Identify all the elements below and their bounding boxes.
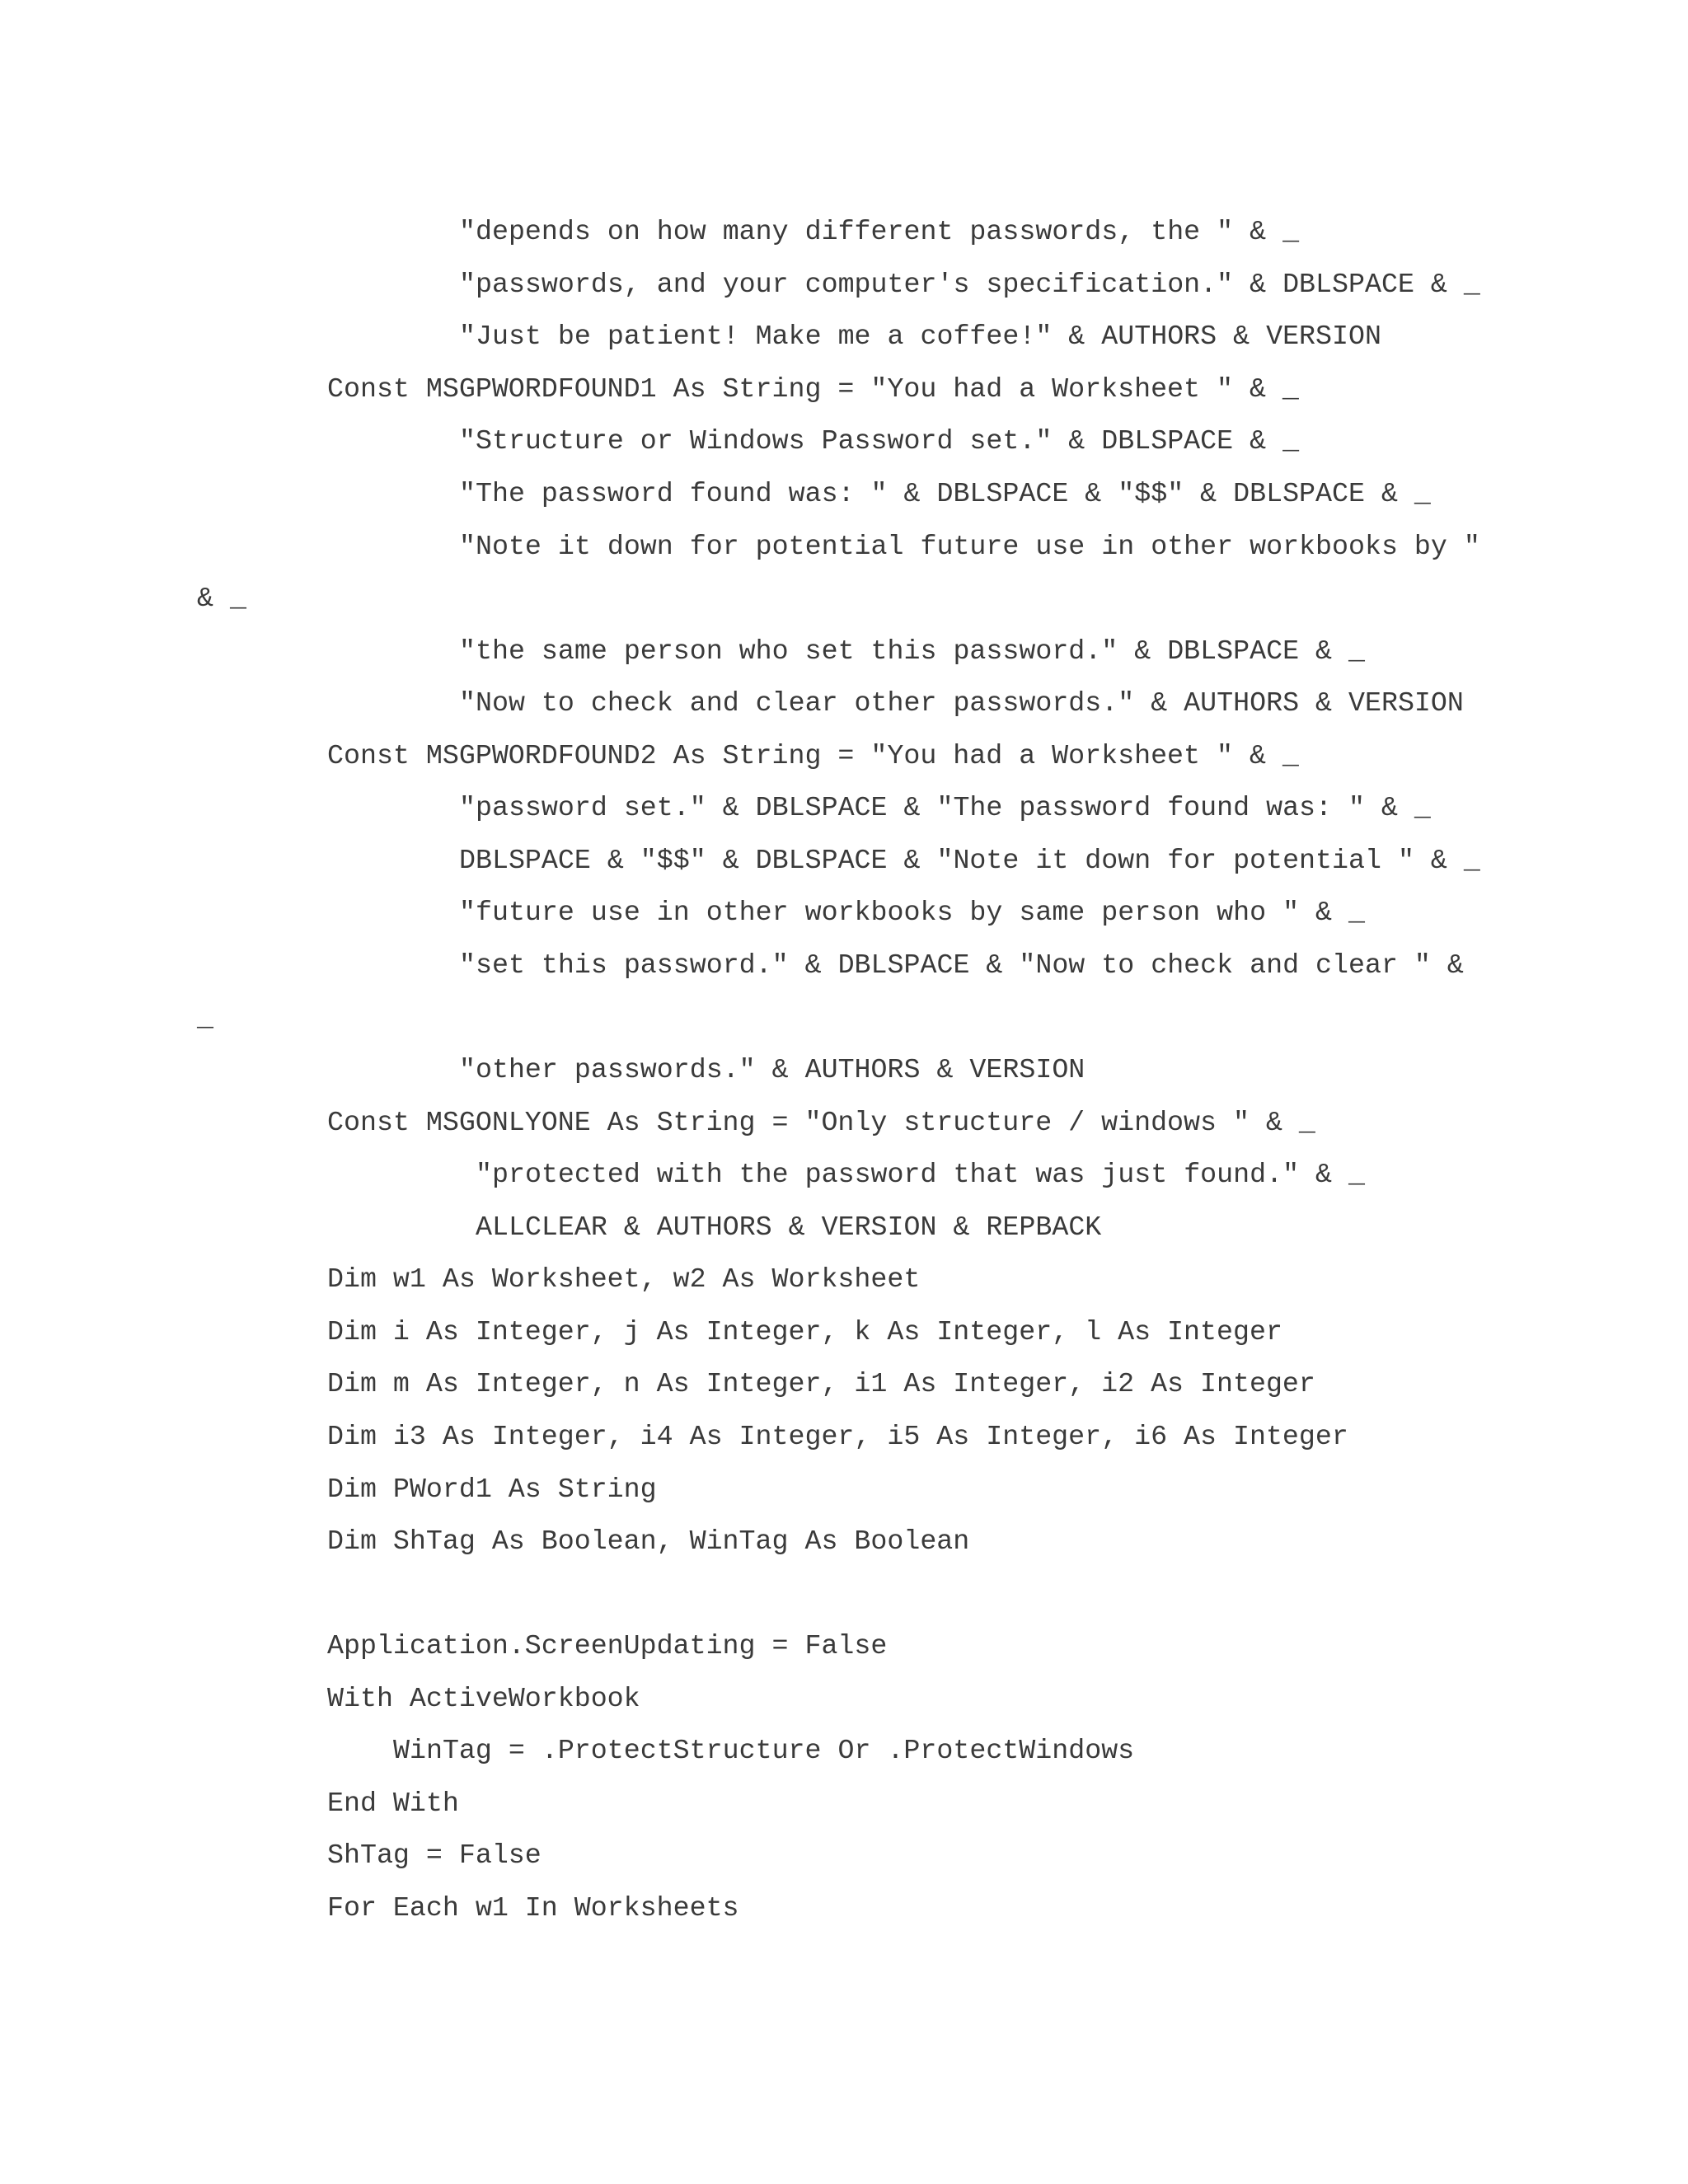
code-line: Dim ShTag As Boolean, WinTag As Boolean: [327, 1526, 970, 1557]
code-line: Const MSGPWORDFOUND2 As String = "You had a Worksheet " & _: [327, 740, 1299, 771]
code-line: Dim i3 As Integer, i4 As Integer, i5 As Integer, i6 As Integer: [327, 1421, 1348, 1452]
code-line: Dim PWord1 As String: [327, 1474, 657, 1505]
code-line: For Each w1 In Worksheets: [327, 1892, 739, 1924]
code-line: ALLCLEAR & AUTHORS & VERSION & REPBACK: [476, 1212, 1102, 1243]
code-line: "Note it down for potential future use in other workbooks by ": [459, 531, 1480, 562]
code-line: With ActiveWorkbook: [327, 1683, 640, 1714]
code-line: "Just be patient! Make me a coffee!" & AUTHORS & VERSION: [459, 321, 1381, 352]
code-line: "depends on how many different passwords, the " & _: [459, 216, 1300, 247]
code-line: End With: [327, 1788, 459, 1819]
code-line: Dim m As Integer, n As Integer, i1 As Integer, i2 As Integer: [327, 1368, 1315, 1399]
code-line: "Structure or Windows Password set." & DBLSPACE & _: [459, 425, 1300, 457]
code-line: _: [197, 1002, 213, 1033]
code-line: WinTag = .ProtectStructure Or .ProtectWindows: [393, 1735, 1135, 1766]
code-line: "protected with the password that was just found." & _: [476, 1159, 1365, 1190]
code-line: "password set." & DBLSPACE & "The password found was: " & _: [459, 792, 1431, 823]
code-line: Dim w1 As Worksheet, w2 As Worksheet: [327, 1263, 921, 1295]
code-line: "future use in other workbooks by same person who " & _: [459, 897, 1365, 928]
code-line: "Now to check and clear other passwords." & AUTHORS & VERSION: [459, 687, 1464, 719]
code-line: Const MSGONLYONE As String = "Only structure / windows " & _: [327, 1107, 1315, 1138]
code-line: & _: [197, 583, 246, 614]
code-line: Const MSGPWORDFOUND1 As String = "You had a Worksheet " & _: [327, 373, 1299, 405]
code-line: "passwords, and your computer's specification." & DBLSPACE & _: [459, 269, 1480, 300]
code-line: "set this password." & DBLSPACE & "Now to check and clear " &: [459, 949, 1464, 981]
code-line: "The password found was: " & DBLSPACE & "$$" & DBLSPACE & _: [459, 478, 1431, 509]
code-line: "the same person who set this password." & DBLSPACE & _: [459, 635, 1365, 667]
code-line: ShTag = False: [327, 1840, 542, 1871]
code-line: DBLSPACE & "$$" & DBLSPACE & "Note it down for potential " & _: [459, 845, 1480, 876]
code-line: "other passwords." & AUTHORS & VERSION: [459, 1054, 1085, 1085]
code-line: Application.ScreenUpdating = False: [327, 1630, 888, 1661]
code-line: Dim i As Integer, j As Integer, k As Integer, l As Integer: [327, 1316, 1282, 1347]
